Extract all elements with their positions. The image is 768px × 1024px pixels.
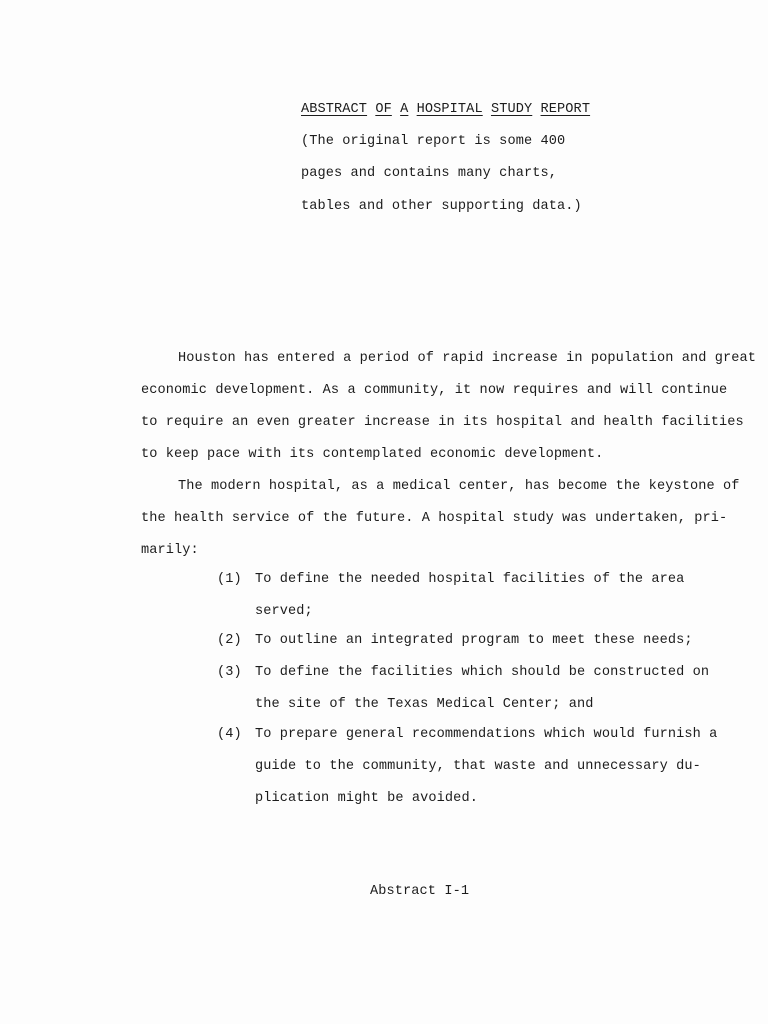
title-word: REPORT (540, 102, 591, 117)
paragraph-line: the health service of the future. A hospital study was undertaken, pri- (141, 511, 728, 526)
title-word: A (400, 102, 409, 117)
list-item-number: (4) (217, 727, 242, 742)
list-item-line: To define the needed hospital facilities of the area (255, 572, 685, 587)
list-item-line: To outline an integrated program to meet these needs; (255, 633, 693, 648)
list-item-line: served; (255, 604, 313, 619)
list-item-line: To prepare general recommendations which would furnish a (255, 727, 718, 742)
list-item-line: To define the facilities which should be constructed on (255, 665, 710, 680)
list-item-number: (1) (217, 572, 242, 587)
paragraph-line: to require an even greater increase in its hospital and health facilities (141, 415, 744, 430)
paragraph-line: marily: (141, 543, 199, 558)
title-note-line: (The original report is some 400 (301, 134, 566, 149)
title-note-line: tables and other supporting data.) (301, 199, 582, 214)
title-word: OF (375, 102, 392, 117)
list-item-number: (3) (217, 665, 242, 680)
list-item-line: guide to the community, that waste and unnecessary du- (255, 759, 701, 774)
title-word: ABSTRACT (301, 102, 368, 117)
title-word: HOSPITAL (416, 102, 483, 117)
list-item-line: the site of the Texas Medical Center; and (255, 697, 594, 712)
paragraph-line: The modern hospital, as a medical center, has become the keystone of (178, 479, 740, 494)
paragraph-line: to keep pace with its contemplated economic development. (141, 447, 604, 462)
paragraph-line: Houston has entered a period of rapid increase in population and great (178, 351, 757, 366)
list-item-number: (2) (217, 633, 242, 648)
title-word: STUDY (490, 102, 533, 117)
document-title (301, 101, 590, 119)
title-note-line: pages and contains many charts, (301, 166, 557, 181)
list-item-line: plication might be avoided. (255, 791, 478, 806)
page-footer-label: Abstract I-1 (370, 884, 470, 899)
paragraph-line: economic development. As a community, it now requires and will continue (141, 383, 728, 398)
